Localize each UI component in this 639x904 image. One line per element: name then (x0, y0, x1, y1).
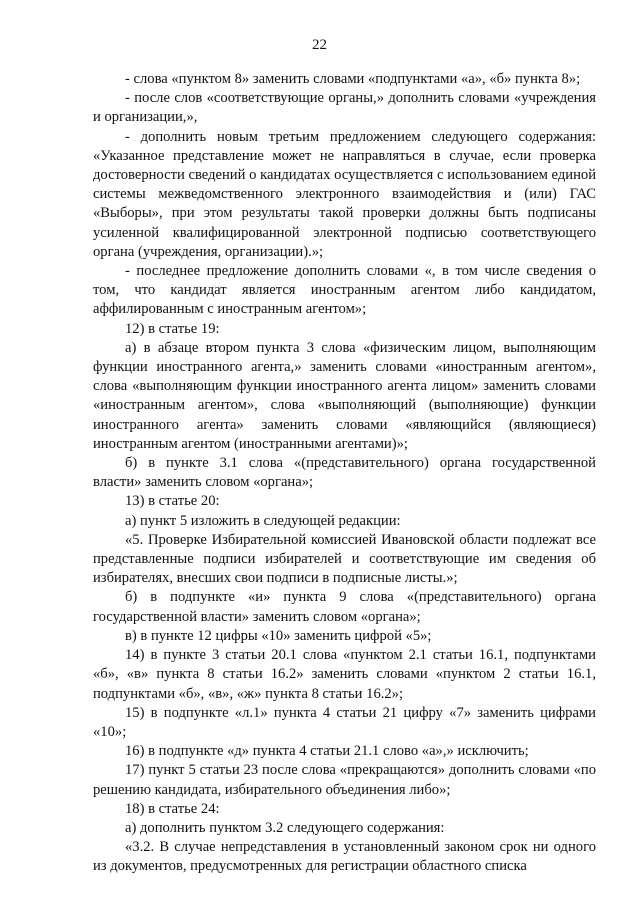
paragraph: - после слов «соответствующие органы,» дополнить словами «учреждения и организации,», (93, 90, 596, 126)
paragraph: а) дополнить пунктом 3.2 следующего содержания: (125, 819, 445, 836)
paragraph: б) в подпункте «и» пункта 9 слова «(представительного) органа государственной власти» заменить словом «органа»; (93, 589, 596, 625)
paragraph: 13) в статье 20: (125, 493, 220, 510)
paragraph: «3.2. В случае непредставления в установленный законом срок ни одного из документов, предусмотренных для регистрации областного списка (93, 839, 596, 875)
paragraph: «5. Проверке Избирательной комиссией Ивановской области подлежат все представленные подписи избирателей и соответствующие им сведения об избирателях, внесших свои подписи в подписные листы.»; (93, 531, 596, 587)
paragraph: б) в пункте 3.1 слова «(представительного) органа государственной власти» заменить словом «органа»; (93, 455, 596, 491)
paragraph: - последнее предложение дополнить словами «, в том числе сведения о том, что кандидат является иностранным агентом либо кандидатом, аффилированным с иностранным агентом»; (93, 263, 596, 318)
paragraph: 18) в статье 24: (125, 800, 220, 817)
page-number: 22 (312, 37, 327, 53)
paragraph: 16) в подпункте «д» пункта 4 статьи 21.1 слово «а»,» исключить; (125, 743, 529, 760)
document-body (93, 70, 596, 877)
paragraph: а) в абзаце втором пункта 3 слова «физическим лицом, выполняющим функции иностранного агента,» заменить словами «иностранным агентом», слова «выполняющим функции иностранного агента лицом» заменить словами «иностранным агентом», слова «выполняющий (выполняющие) функции иностранного агента» заменить словами «являющийся (являющиеся) иностранным агентом (иностранными агентами)»; (93, 339, 596, 452)
paragraph: 14) в пункте 3 статьи 20.1 слова «пунктом 2.1 статьи 16.1, подпунктами «б», «в» пункта 8 статьи 16.2» заменить словами «пунктом 2 статьи 16.1, подпунктами «б», «в», «ж» пункта 8 статьи 16.2»; (93, 647, 596, 702)
paragraph: - слова «пунктом 8» заменить словами «подпунктами «а», «б» пункта 8»; (125, 71, 581, 87)
paragraph: а) пункт 5 изложить в следующей редакции: (125, 512, 401, 529)
paragraph: - дополнить новым третьим предложением следующего содержания: «Указанное представление может не направляться в случае, если проверка достоверности сведений о кандидатах осуществляется с использованием единой системы межведомственного электронного взаимодействия и (или) ГАС «Выборы», при этом результаты такой проверки должны быть подписаны усиленной квалифицированной электронной подписью соответствующего органа (учреждения, организации).»; (93, 128, 596, 260)
paragraph: в) в пункте 12 цифры «10» заменить цифрой «5»; (125, 627, 432, 644)
paragraph: 12) в статье 19: (125, 320, 220, 337)
paragraph: 15) в подпункте «л.1» пункта 4 статьи 21 цифру «7» заменить цифрами «10»; (93, 704, 596, 740)
paragraph: 17) пункт 5 статьи 23 после слова «прекращаются» дополнить словами «по решению кандидата, избирательного объединения либо»; (93, 762, 596, 798)
